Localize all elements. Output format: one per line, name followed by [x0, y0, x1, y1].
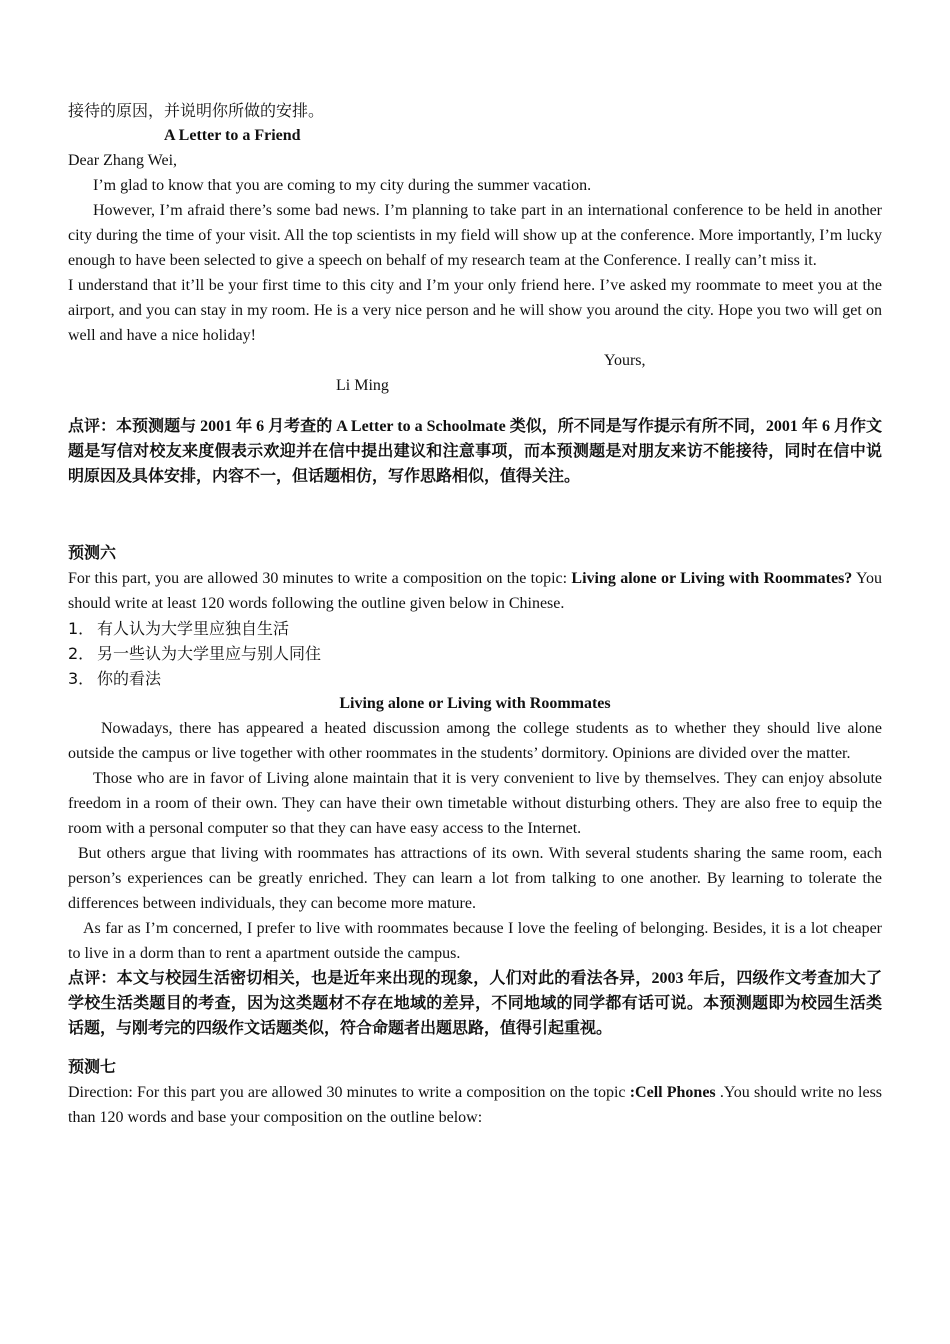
outline-item: [68, 616, 882, 641]
letter-signature: Li Ming: [336, 377, 389, 394]
letter-salutation: Dear Zhang Wei,: [68, 152, 178, 169]
direction-text: For this part, you are allowed 30 minutes to write a composition on the topic:: [68, 570, 572, 587]
direction-topic: Living alone or Living with Roommates?: [571, 570, 853, 587]
document-page: [68, 98, 882, 1130]
essay-title: Living alone or Living with Roommates: [339, 695, 611, 712]
outline-number: 2．: [68, 644, 95, 663]
direction-topic: :Cell Phones: [629, 1084, 716, 1101]
outline-text: 另一些认为大学里应与别人同住: [97, 644, 322, 663]
section7-direction: [68, 1080, 882, 1130]
intro-fragment: 接待的原因，并说明你所做的安排。: [68, 101, 325, 120]
outline-number: 1．: [68, 619, 95, 638]
essay-paragraph: As far as I’m concerned, I prefer to live with roommates because I love the feeling of belonging. Besides, it is a lot cheaper to live in a dorm than to rent a apartment outside the campus.: [68, 920, 882, 962]
essay-paragraph: Those who are in favor of Living alone maintain that it is very convenient to live by themselves. They can enjoy absolute freedom in a room of their own. They can have their own timetable without disturbing others. They are also free to equip the room with a personal computer so that they can have easy access to the Internet.: [68, 770, 882, 837]
letter-paragraph: I’m glad to know that you are coming to my city during the summer vacation.: [93, 177, 592, 194]
letter-closing: Yours,: [604, 352, 646, 369]
outline-item: [68, 641, 882, 666]
comment-2: 点评：本文与校园生活密切相关，也是近年来出现的现象，人们对此的看法各异，2003 年后，四级作文考查加大了学校生活类题目的考查，因为这类题材不存在地域的差异，不同地域的同学都有话可说。本预测题即为校园生活类话题，与刚考完的四级作文话题类似，符合命题者出题思路，值得引起重视。: [68, 970, 882, 1037]
essay-paragraph: Nowadays, there has appeared a heated discussion among the college students as to whether they should live alone outside the campus or live together with other roommates in the students’ dormitory. Opinions are divided over the matter.: [68, 720, 882, 762]
letter-paragraph: However, I’m afraid there’s some bad news. I’m planning to take part in an international conference to be held in another city during the time of your visit. All the top scientists in my field will show up at the conference. More importantly, I’m lucky enough to have been selected to give a speech on behalf of my research team at the Conference. I really can’t miss it.: [68, 202, 882, 269]
comment-1: 点评：本预测题与 2001 年 6 月考查的 A Letter to a Schoolmate 类似，所不同是写作提示有所不同，2001 年 6 月作文题是写信对校友来度假表示欢迎并在信中提出建议和注意事项，而本预测题是对朋友来访不能接待，同时在信中说明原因及具体安排，内容不一，但话题相仿，写作思路相似，值得关注。: [68, 418, 882, 485]
direction-text: Direction: For this part you are allowed 30 minutes to write a composition on the topic: [68, 1084, 630, 1101]
outline-text: 有人认为大学里应独自生活: [97, 619, 290, 638]
outline-text: 你的看法: [97, 669, 162, 688]
section7-heading: 预测七: [68, 1059, 117, 1076]
outline-number: 3．: [68, 669, 95, 688]
section6-heading: 预测六: [68, 545, 117, 562]
spacer: [68, 489, 882, 541]
spacer: [68, 398, 882, 414]
letter-paragraph: I understand that it’ll be your first time to this city and I’m your only friend here. I’ve asked my roommate to meet you at the airport, and you can stay in my room. He is a very nice person and he will show you around the city. Hope you two will get on well and have a nice holiday!: [68, 277, 882, 344]
outline-item: [68, 666, 882, 691]
essay-paragraph: But others argue that living with roommates has attractions of its own. With several students sharing the same room, each person’s experiences can be greatly enriched. They can learn a lot from talking to one another. By learning to tolerate the differences between individuals, they can become more mature.: [68, 845, 882, 912]
letter-title: A Letter to a Friend: [164, 127, 301, 144]
direction-text: You should write at least 120 words following the outline given below in Chinese.: [68, 570, 882, 612]
spacer: [68, 1041, 882, 1055]
direction-text: .You should write no less than 120 words and base your composition on the outline below:: [68, 1084, 883, 1126]
section6-direction: [68, 566, 882, 616]
